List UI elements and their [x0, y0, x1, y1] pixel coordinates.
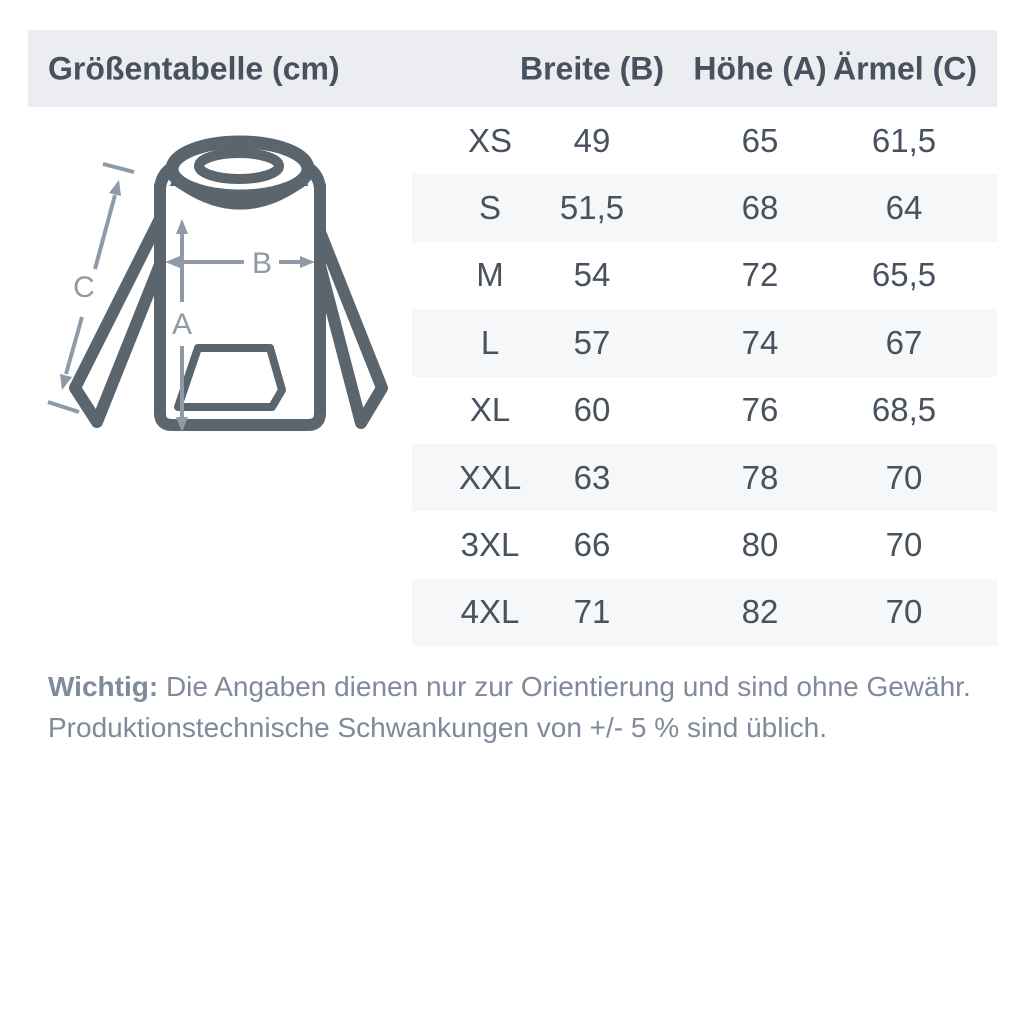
table-row: [412, 579, 997, 646]
table-row: [412, 444, 997, 511]
table-row: [412, 174, 997, 241]
size-cell: XS: [467, 121, 513, 159]
table-row: [412, 511, 997, 578]
disclaimer-line-2: [48, 707, 978, 748]
column-header-breite: Breite (B): [519, 50, 665, 86]
breite-cell: 54: [573, 256, 611, 294]
hoehe-cell: 68: [741, 189, 779, 227]
hoehe-cell: 82: [741, 593, 779, 631]
dimension-label-b: B: [251, 247, 273, 280]
table-row: [412, 107, 997, 174]
breite-cell: 63: [573, 458, 611, 496]
size-cell: M: [476, 256, 504, 294]
size-table: [412, 107, 997, 646]
aermel-cell: 64: [885, 189, 923, 227]
hoehe-cell: 65: [741, 121, 779, 159]
disclaimer-line-1: [48, 666, 978, 707]
disclaimer-text-1: Die Angaben dienen nur zur Orientierung und sind ohne Gewähr.: [165, 671, 971, 702]
dimension-label-c: C: [73, 271, 95, 304]
hoehe-cell: 80: [741, 525, 779, 563]
size-cell: S: [478, 189, 502, 227]
hoehe-cell: 76: [741, 391, 779, 429]
aermel-cell: 61,5: [871, 121, 937, 159]
column-header-hoehe: Höhe (A): [693, 50, 827, 86]
hoehe-cell: 72: [741, 256, 779, 294]
table-row: [412, 242, 997, 309]
table-row: [412, 377, 997, 444]
table-header-bar: [28, 30, 997, 107]
disclaimer-text-2: Produktionstechnische Schwankungen von +/- 5 % sind üblich.: [48, 712, 828, 743]
breite-cell: 57: [573, 323, 611, 361]
breite-cell: 51,5: [559, 189, 625, 227]
breite-cell: 49: [573, 121, 611, 159]
size-cell: 3XL: [460, 525, 520, 563]
size-cell: 4XL: [460, 593, 520, 631]
hoodie-measurement-diagram: [35, 122, 405, 462]
aermel-cell: 70: [885, 458, 923, 496]
aermel-cell: 70: [885, 525, 923, 563]
size-cell: L: [480, 323, 500, 361]
table-row: [412, 309, 997, 376]
disclaimer-note: [48, 666, 978, 748]
breite-cell: 66: [573, 525, 611, 563]
aermel-cell: 65,5: [871, 256, 937, 294]
page-title: Größentabelle (cm): [48, 50, 340, 86]
size-cell: XXL: [458, 458, 522, 496]
disclaimer-label: Wichtig:: [48, 671, 159, 702]
hoehe-cell: 78: [741, 458, 779, 496]
breite-cell: 60: [573, 391, 611, 429]
aermel-cell: 67: [885, 323, 923, 361]
aermel-cell: 70: [885, 593, 923, 631]
hoodie-pocket: [178, 348, 282, 407]
hoodie-hood: [172, 142, 308, 196]
dimension-label-a: A: [171, 308, 193, 341]
breite-cell: 71: [573, 593, 611, 631]
aermel-cell: 68,5: [871, 391, 937, 429]
hoehe-cell: 74: [741, 323, 779, 361]
size-cell: XL: [469, 391, 511, 429]
column-header-aermel: Ärmel (C): [832, 50, 978, 86]
